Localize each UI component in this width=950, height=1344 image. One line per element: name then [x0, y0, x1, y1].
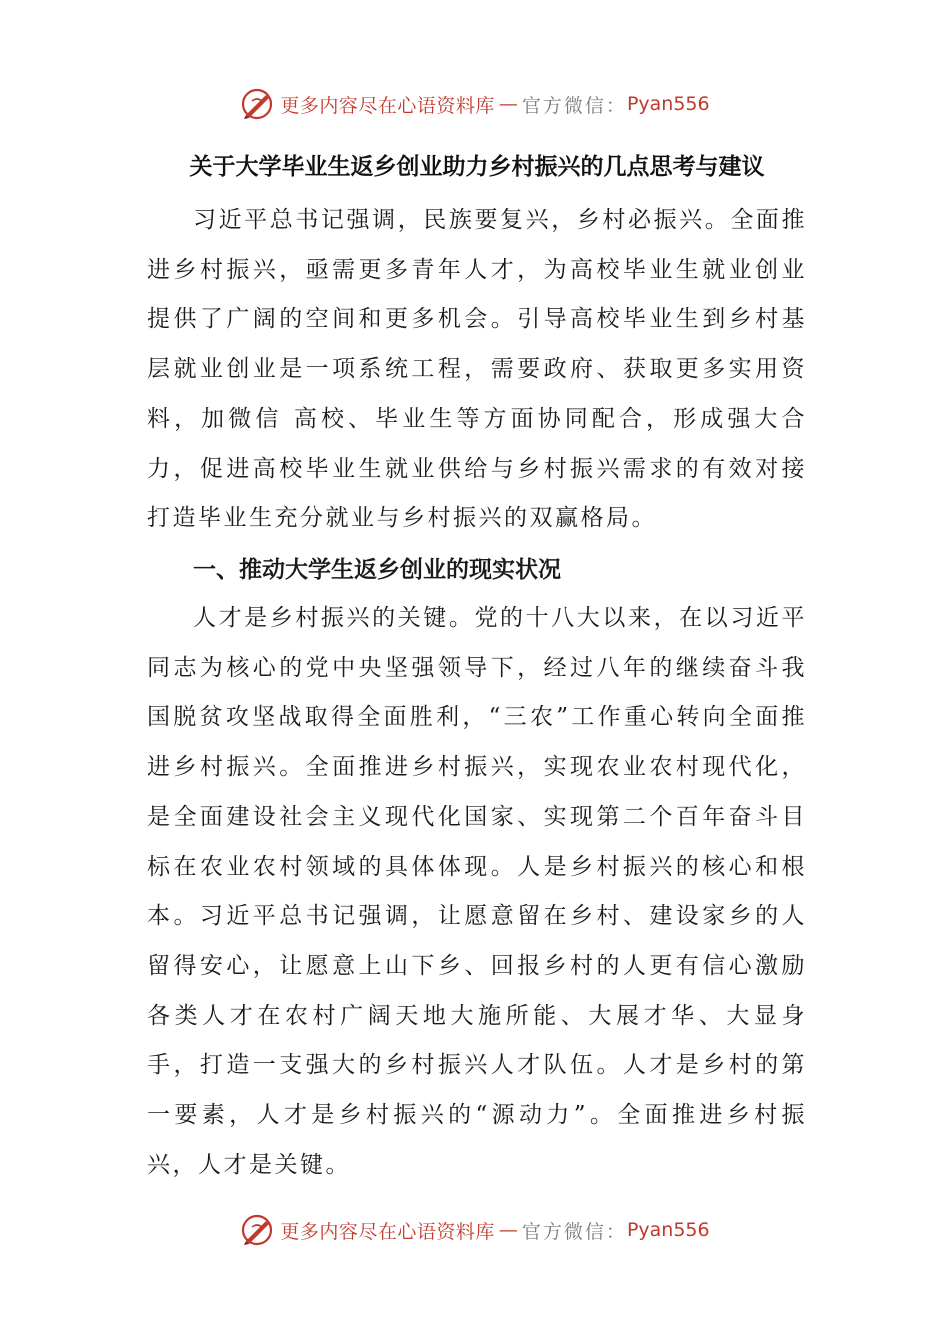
pen-logo-icon	[240, 87, 274, 121]
document-title: 关于大学毕业生返乡创业助力乡村振兴的几点思考与建议	[189, 154, 765, 180]
watermark-wechat-id: Pyan556	[626, 93, 710, 115]
watermark-footer	[0, 1210, 950, 1250]
watermark-dash: —	[498, 93, 518, 115]
watermark-main-text: 更多内容尽在心语资料库	[280, 94, 495, 117]
watermark-sub-text: 官方微信：	[521, 1220, 627, 1243]
watermark-wechat-id: Pyan556	[626, 1219, 710, 1241]
watermark-main-text: 更多内容尽在心语资料库	[280, 1220, 495, 1243]
watermark-header	[0, 84, 950, 124]
paragraph-section-1: 人才是乡村振兴的关键。党的十八大以来，在以习近平同志为核心的党中央坚强领导下，经过八年的继续奋斗我国脱贫攻坚战取得全面胜利，“三农”工作重心转向全面推进乡村振兴。全面推进乡村振兴，实现农业农村现代化，是全面建设社会主义现代化国家、实现第二个百年奋斗目标在农业农村领域的具体体现。人是乡村振兴的核心和根本。习近平总书记强调，让愿意留在乡村、建设家乡的人留得安心，让愿意上山下乡、回报乡村的人更有信心激励各类人才在农村广阔天地大施所能、大展才华、大显身手，打造一支强大的乡村振兴人才队伍。人才是乡村的第一要素，人才是乡村振兴的“源动力”。全面推进乡村振兴，人才是关键。	[147, 605, 807, 1178]
watermark-sub-text: 官方微信：	[521, 94, 627, 117]
watermark-dash: —	[498, 1219, 518, 1241]
pen-logo-icon	[240, 1213, 274, 1247]
paragraph-intro: 习近平总书记强调，民族要复兴，乡村必振兴。全面推进乡村振兴，亟需更多青年人才，为高校毕业生就业创业提供了广阔的空间和更多机会。引导高校毕业生到乡村基层就业创业是一项系统工程，需要政府、获取更多实用资料，加微信 高校、毕业生等方面协同配合，形成强大合力，促进高校毕业生就业供给与乡村振兴需求的有效对接打造毕业生充分就业与乡村振兴的双赢格局。	[147, 207, 807, 532]
section-heading-1: 一、推动大学生返乡创业的现实状况	[193, 557, 561, 583]
